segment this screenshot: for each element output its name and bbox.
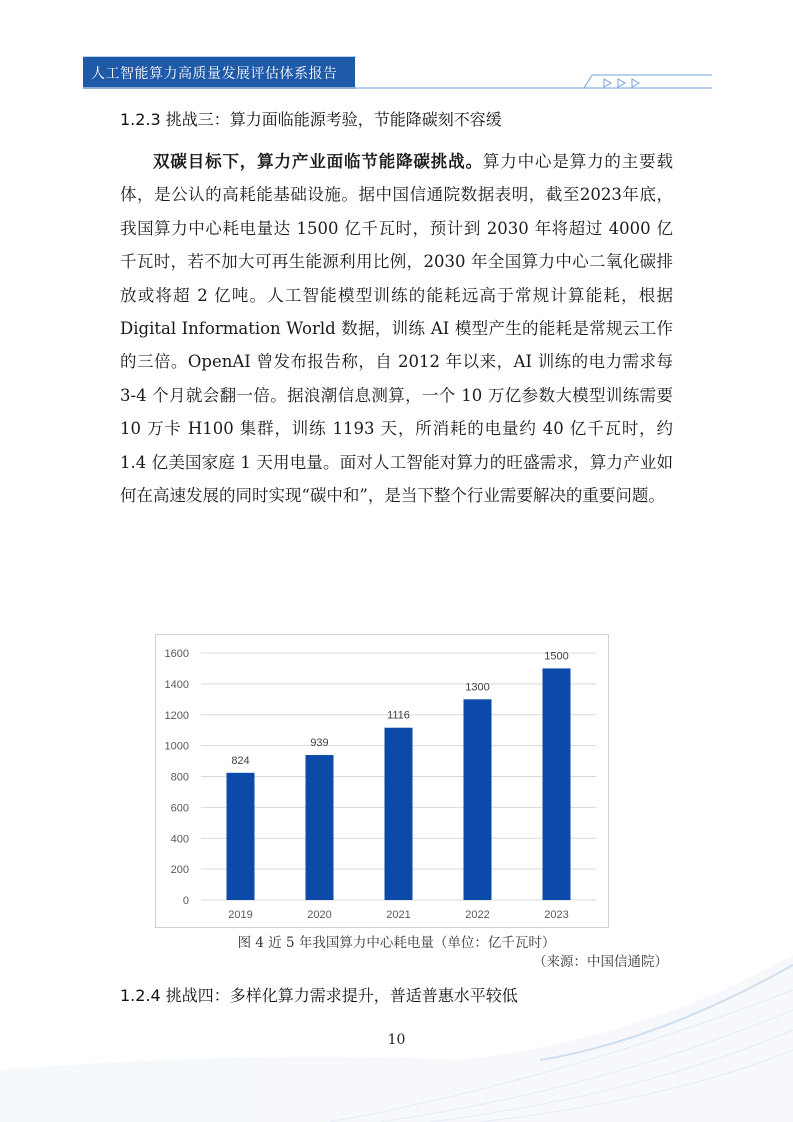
data-label: 939 [310,737,329,750]
y-tick-label: 1600 [164,648,189,660]
data-label: 824 [231,754,250,767]
page-number: 10 [387,1032,406,1048]
bar-chart-frame [155,634,609,928]
y-tick-label: 1000 [164,740,189,753]
y-tick-label: 600 [170,802,189,815]
x-tick-label: 2023 [544,909,569,921]
data-label: 1116 [387,709,410,722]
y-tick-label: 200 [170,864,189,877]
section-heading-1-2-4: 1.2.4 挑战四：多样化算力需求提升，普适普惠水平较低 [120,986,518,1005]
data-label: 1500 [544,650,569,663]
y-tick-label: 400 [170,833,189,846]
bar-2020 [306,755,334,900]
paragraph-body: 算力中心是算力的主要载体，是公认的高耗能基础设施。据中国信通院数据表明，截至2023年底，我国算力中心耗电量达 1500 亿千瓦时，预计到 2030 年将超过 4000 亿千瓦时，若不加大可再生能源利用比例，2030 年全国算力中心二氧化碳排放或将超 2 亿吨。人工智能模型训练的能耗远高于常规计算能耗，根据 Digital Information World 数据，训练 AI 模型产生的能耗是常规云工作的三倍。OpenAI 曾发布报告称，自 2012 年以来，AI 训练的电力需求每 3-4 个月就会翻一倍。据浪潮信息测算，一个 10 万亿参数大模型训练需要 10 万卡 H100 集群，训练 1193 天，所消耗的电量约 40 亿千瓦时，约 1.4 亿美国家庭 1 天用电量。面对人工智能对算力的旺盛需求，算力产业如何在高速发展的同时实现“碳中和”，是当下整个行业需要解决的重要问题。 [120,152,674,506]
data-label: 1300 [465,681,490,694]
bar-2022 [464,699,492,900]
bar-2021 [385,728,413,900]
x-tick-label: 2021 [386,909,411,921]
section-heading-1-2-3: 1.2.3 挑战三：算力面临能源考验，节能降碳刻不容缓 [120,110,502,129]
power-consumption-bar-chart [156,635,608,927]
paragraph-lead: 双碳目标下，算力产业面临节能降碳挑战。 [153,152,483,171]
y-tick-label: 800 [170,771,189,784]
x-tick-label: 2022 [465,909,490,921]
figure-caption: 图 4 近 5 年我国算力中心耗电量（单位：亿千瓦时） [237,935,556,951]
figure-source: （来源：中国信通院） [533,954,668,970]
arrow-triangles-icon [604,79,639,87]
header-title: 人工智能算力高质量发展评估体系报告 [91,66,338,82]
x-tick-label: 2019 [228,909,253,921]
bar-2019 [227,773,255,900]
body-paragraph [120,145,673,512]
y-tick-label: 0 [182,895,189,907]
y-tick-label: 1200 [164,709,189,722]
y-tick-label: 1400 [164,678,189,691]
bar-2023 [543,668,571,900]
x-tick-label: 2020 [307,909,332,921]
